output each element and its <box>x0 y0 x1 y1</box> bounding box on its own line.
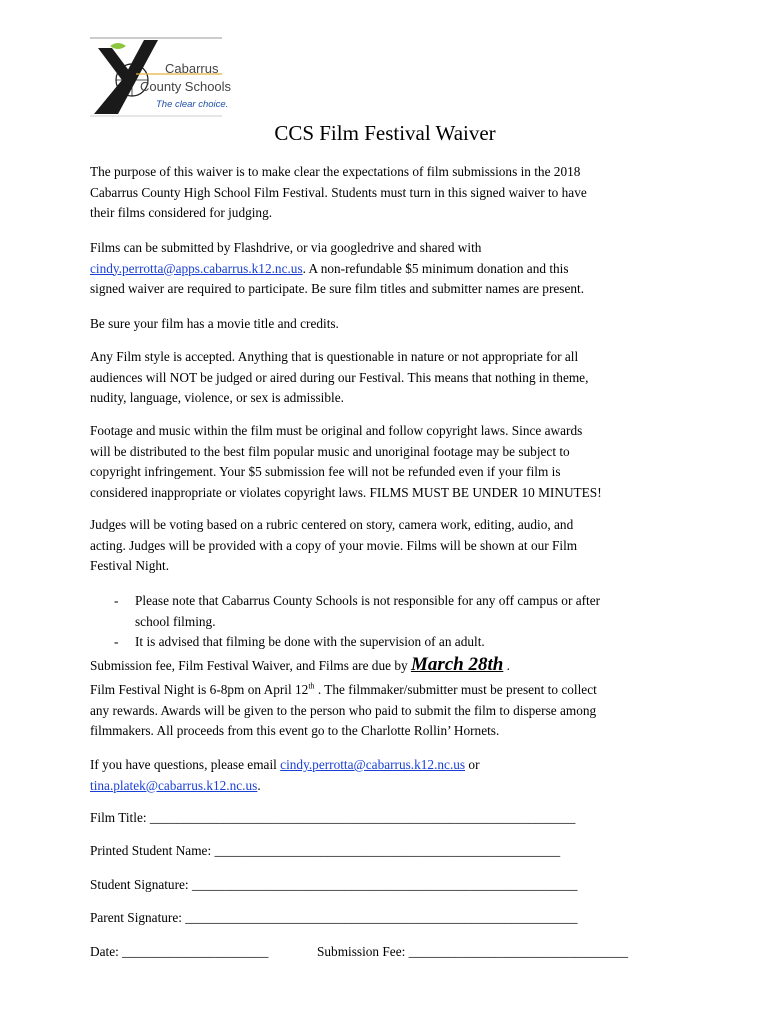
field-blank-line[interactable]: __________________________________________________________ <box>191 877 578 892</box>
text-line: The purpose of this waiver is to make clear the expectations of film submissions in the 2018 <box>90 164 581 179</box>
text-line: Films can be submitted by Flashdrive, or via googledrive and shared with <box>90 240 482 255</box>
email-link-tina[interactable]: tina.platek@cabarrus.k12.nc.us <box>90 777 258 793</box>
text-line <box>90 776 690 797</box>
logo-tagline: The clear choice. <box>156 99 229 110</box>
film-title-field[interactable] <box>90 810 575 826</box>
text-line: Judges will be voting based on a rubric centered on story, camera work, editing, audio, and <box>90 517 574 532</box>
paragraph-contact <box>90 755 690 796</box>
field-label: Student Signature: <box>90 877 189 892</box>
field-label: Film Title: <box>90 810 147 825</box>
field-label: Date: <box>90 944 119 959</box>
text-line <box>90 655 690 677</box>
paragraph-judging <box>90 515 690 577</box>
text-span: Submission fee, Film Festival Waiver, and Films are due by <box>90 658 411 673</box>
bullet-dash: - <box>114 593 119 608</box>
bullet-list <box>90 591 690 653</box>
text-line: will be distributed to the best film popular music and unoriginal footage may be subject to <box>90 443 570 459</box>
text-span: . A non-refundable $5 minimum donation and this <box>302 260 569 276</box>
due-date-line <box>90 655 690 677</box>
text-line: copyright infringement. Your $5 submission fee will not be refunded even if your film is <box>90 464 561 479</box>
text-line: Please note that Cabarrus County Schools is not responsible for any off campus or after <box>135 593 601 608</box>
field-blank-line[interactable]: ____________________________________________________ <box>214 843 561 858</box>
date-field[interactable] <box>90 944 268 960</box>
list-item <box>90 632 690 653</box>
text-line: Any Film style is accepted. Anything that is questionable in nature or not appropriate for all <box>90 349 579 364</box>
text-line: Be sure your film has a movie title and credits. <box>90 316 339 331</box>
text-line: any rewards. Awards will be given to the person who paid to submit the film to disperse among <box>90 702 597 718</box>
field-label: Printed Student Name: <box>90 843 212 858</box>
text-span: Film Festival Night is 6-8pm on April 12 <box>90 682 309 697</box>
list-item <box>90 591 690 632</box>
paragraph-submission <box>90 238 690 300</box>
bullet-dash: - <box>114 634 119 649</box>
parent-signature-field[interactable] <box>90 910 578 926</box>
field-blank-line[interactable]: _________________________________ <box>408 944 629 959</box>
text-line: school filming. <box>135 613 216 629</box>
paragraph-title-credits <box>90 314 690 335</box>
logo-text-cabarrus: Cabarrus <box>165 61 219 76</box>
text-line: Festival Night. <box>90 558 170 573</box>
submission-fee-field[interactable] <box>317 944 628 960</box>
due-date: March 28th <box>410 654 504 675</box>
superscript-th: th <box>308 681 315 691</box>
text-span: If you have questions, please email <box>90 757 281 772</box>
text-line <box>90 680 690 701</box>
page-title: CCS Film Festival Waiver <box>274 121 496 145</box>
student-signature-field[interactable] <box>90 877 578 893</box>
paragraph-copyright <box>90 421 690 503</box>
text-line: Footage and music within the film must be original and follow copyright laws. Since awards <box>90 423 583 438</box>
field-blank-line[interactable]: ______________________ <box>122 944 269 959</box>
text-line: nudity, language, violence, or sex is admissible. <box>90 390 344 405</box>
paragraph-festival-night <box>90 680 690 742</box>
text-line: It is advised that filming be done with the supervision of an adult. <box>135 634 485 649</box>
text-line: Cabarrus County High School Film Festival. Students must turn in this signed waiver to have <box>90 184 587 200</box>
email-link-cindy[interactable]: cindy.perrotta@cabarrus.k12.nc.us <box>280 757 466 772</box>
field-label: Submission Fee: <box>317 944 406 959</box>
paragraph-purpose <box>90 162 690 224</box>
text-line: acting. Judges will be provided with a copy of your movie. Films will be shown at our Film <box>90 537 578 553</box>
text-line: filmmakers. All proceeds from this event go to the Charlotte Rollin’ Hornets. <box>90 723 500 738</box>
field-label: Parent Signature: <box>90 910 182 925</box>
text-span: . <box>503 658 510 673</box>
field-blank-line[interactable]: ________________________________________________________________ <box>149 810 576 825</box>
text-line: audiences will NOT be judged or aired during our Festival. This means that nothing in theme, <box>90 369 589 385</box>
email-link-cindy-apps[interactable]: cindy.perrotta@apps.cabarrus.k12.nc.us <box>90 260 303 276</box>
paragraph-film-style <box>90 347 690 409</box>
text-line: their films considered for judging. <box>90 205 273 220</box>
text-span: . <box>257 777 261 793</box>
text-span: or <box>465 757 480 772</box>
text-span: . The filmmaker/submitter must be present to collect <box>314 682 597 697</box>
text-line: considered inappropriate or violates copyright laws. FILMS MUST BE UNDER 10 MINUTES! <box>90 484 602 500</box>
text-line <box>90 259 690 280</box>
logo-text-county-schools: County Schools <box>140 79 232 94</box>
text-line: signed waiver are required to participate. Be sure film titles and submitter names are present. <box>90 281 585 296</box>
text-line <box>90 755 690 776</box>
field-blank-line[interactable]: ___________________________________________________________ <box>185 910 578 925</box>
student-name-field[interactable] <box>90 843 560 859</box>
